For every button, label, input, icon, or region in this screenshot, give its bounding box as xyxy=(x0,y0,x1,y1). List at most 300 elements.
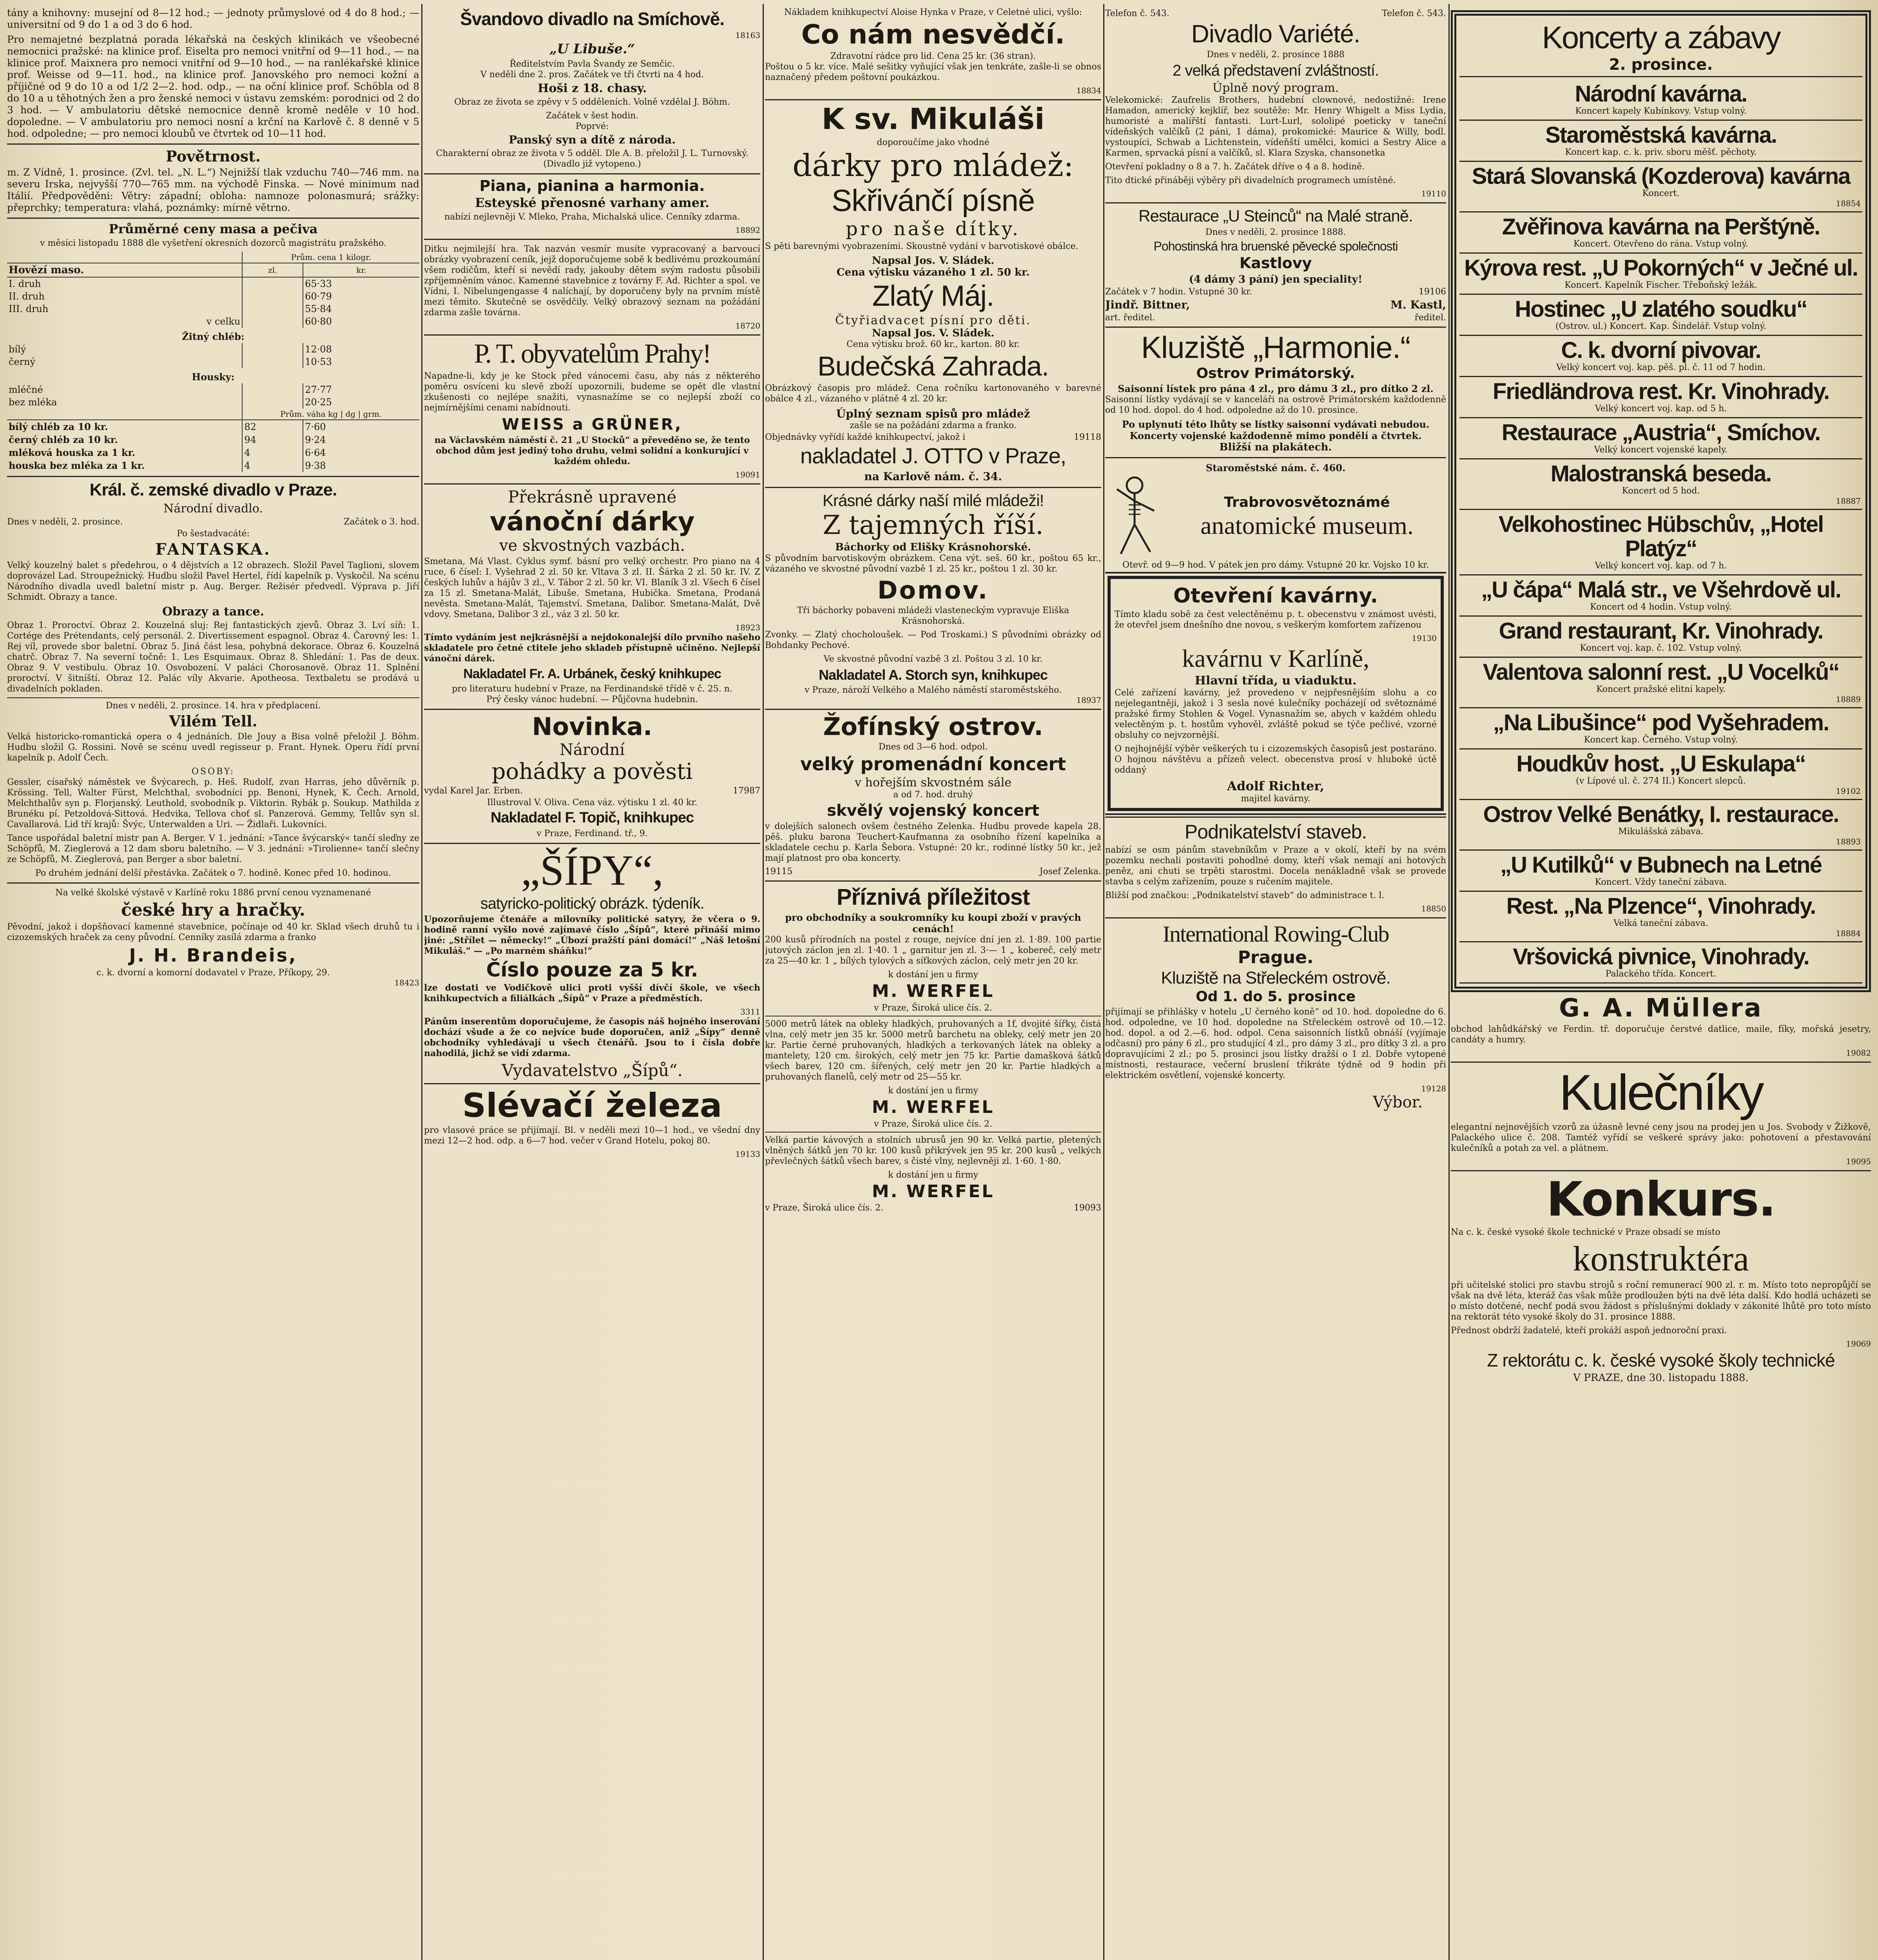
gifts-title: dárky pro mládež: xyxy=(792,148,1074,184)
zofin-heading: Žofínský ostrov. xyxy=(823,712,1043,741)
concert-venue: Rest. „Na Plzence“, Vinohrady. xyxy=(1506,893,1816,919)
domov-title: Domov. xyxy=(877,575,989,604)
sipy-sub: satyricko-politický obrázk. týdeník. xyxy=(480,895,704,913)
museum-pre: Trabrovosvětoznámé xyxy=(1224,494,1390,510)
ad-number: 18854 xyxy=(1836,199,1861,208)
author-sladek-2: Napsal Jos. V. Sládek. xyxy=(872,327,995,339)
ad-number: 19093 xyxy=(1074,1203,1101,1213)
construction-heading: Podnikatelství staveb. xyxy=(1184,821,1367,843)
concert-venue: Houdkův host. „U Eskulapa“ xyxy=(1516,751,1805,777)
skrivanci-title: Skřivánčí písně xyxy=(831,183,1035,218)
24-songs: Čtyřiadvacet písní pro děti. xyxy=(835,313,1031,327)
svanda-first: Poprvé: xyxy=(575,122,609,132)
concert-detail: Koncert voj. kap. č. 102. Vstup volný. xyxy=(1580,643,1742,653)
muller-text: obchod lahůdkářský ve Ferdin. tř. doporučuje čerstvé datlice, maile, fíky, mořská jesetry, candáty a humry. xyxy=(1451,1024,1871,1045)
concert-item xyxy=(1459,851,1862,892)
strelecky-rink: Kluziště na Střeleckém ostrově. xyxy=(1161,968,1390,987)
concert-venue: Velkohostinec Hübschův, „Hotel Platýz“ xyxy=(1498,512,1824,561)
svanda-heading: Švandovo divadlo na Smíchově. xyxy=(460,9,724,29)
concert-item xyxy=(1459,892,1862,942)
variete-shows: 2 velká představení zvláštností. xyxy=(1172,62,1379,80)
brandeis-name: J. H. Brandeis, xyxy=(129,945,297,966)
military-concert: skvělý vojenský koncert xyxy=(827,801,1039,820)
skrivanci-text: S pěti barevnými vyobrazeními. Skoustně vydání v barvotiskové obálce. xyxy=(765,241,1079,252)
bittner-role: art. ředitel. xyxy=(1105,312,1155,323)
opportunity-text: 200 kusů přírodních na postel z rouge, nejvíce dní jen zl. 1·89. 100 partie jutových záclon jen zl. 1·40. 1 „ garnitur jen zl. 3·— 1 „ kobereč, celý metr za 25—40 kr. 1 „ bílých tylových a síťkových záclon, celý metr jen 20 kr. xyxy=(765,935,1101,966)
concert-list xyxy=(1459,80,1862,984)
concert-detail: Velký koncert voj. kap. od 7 h. xyxy=(1595,561,1727,571)
svanda-libuse: „U Libuše.“ xyxy=(549,41,635,57)
billiards-heading: Kulečníky xyxy=(1559,1065,1763,1121)
ad-number: 19106 xyxy=(1419,287,1446,297)
ad-number: 19110 xyxy=(1421,189,1446,199)
price-1: Cena výtisku vázaného 1 zl. 50 kr. xyxy=(836,267,1030,279)
budecska-title: Budečská Zahrada. xyxy=(817,350,1049,381)
column-2 xyxy=(424,7,760,1960)
cafe-text-2: Celé zařízení kavárny, jež provedeno v nejpřesnějším slohu a co nejelegantněji, jakož i 3 sesla nové kulečníky pocházejí od světoznámé pražské firmy Stohlen & Vogel. Vynasnažím se, abych v každém ohledu velectěným p. t. hostům vyhověl, zvláště pokud se týče pečlivé, vzorné obsluhy co nejvzornější. xyxy=(1115,688,1437,740)
dances-text: Tance uspořádal baletní mistr pan A. Berger. V 1. jednání: »Tance švýcarský« tančí sleďny ze Schöpfů, M. Zieglerová a 12 dam sboru baletního. — V 3. jednání: »Tirolienne« tančí slečny ze Schöpfů, M. Zieglerová, pan Berger a sbor baletní. xyxy=(7,833,419,865)
concert-item xyxy=(1459,510,1862,575)
table-row: bez mléka 20·25 xyxy=(7,396,419,408)
rowing-prague: Prague. xyxy=(1238,947,1314,967)
harmonie-heading: Kluziště „Harmonie.“ xyxy=(1141,330,1410,365)
ad-number: 18893 xyxy=(1836,837,1861,846)
toys-title: české hry a hračky. xyxy=(121,900,306,920)
opera-title: Vilém Tell. xyxy=(169,712,257,730)
table-row: bílý 12·08 xyxy=(7,343,419,356)
co-nam-title: Co nám nesvědčí. xyxy=(801,19,1065,50)
rolls-heading: Housky: xyxy=(192,371,235,383)
ad-number: 18850 xyxy=(1421,904,1446,913)
posters: Bližší na plakátech. xyxy=(1219,441,1332,454)
telephone: Telefon č. 543. xyxy=(1382,9,1446,18)
issue-price: Číslo pouze za 5 kr. xyxy=(486,958,698,982)
concert-item xyxy=(1459,377,1862,418)
novelty-heading: Novinka. xyxy=(532,712,653,741)
prague-residents-heading: P. T. obyvatelům Prahy! xyxy=(474,339,711,369)
ad-number: 18923 xyxy=(735,623,760,633)
concert-item xyxy=(1459,295,1862,336)
ad-number: 19133 xyxy=(735,1149,760,1159)
concert-detail: Koncert. xyxy=(1642,189,1680,198)
prices-heading: Průměrné ceny masa a pečiva xyxy=(109,221,318,236)
konkurs-text-3: Přednost obdrží žadatelé, kteří prokáží aspoň jednoroční praxi. xyxy=(1451,1326,1727,1336)
concert-detail: Koncert. Otevřeno do rána. Vstup volný. xyxy=(1573,239,1749,249)
season-ticket-text: Saisonní lístky vydávají se v kanceláři na ostrově Primátorském každodenně od 10 hod. dopol. do 4 hod. odpoledne až do 10. prosince. xyxy=(1105,395,1446,416)
table-row: I. druh 65·33 xyxy=(7,277,419,290)
concert-item xyxy=(1459,212,1862,254)
domov-text3: Ve skvostné původní vazbě 3 zl. Poštou 3 zl. 10 kr. xyxy=(823,654,1043,664)
ad-number: 3311 xyxy=(740,1007,760,1016)
available-at: k dostání jen u firmy xyxy=(888,1170,978,1180)
ad-number: 18884 xyxy=(1836,929,1861,938)
concert-detail: Palackého třída. Koncert. xyxy=(1605,969,1717,979)
rectorate-date: V PRAZE, dne 30. listopadu 1888. xyxy=(1573,1372,1749,1384)
cafe-text: Tímto kladu sobě za čest velectěnému p. t. obecenstvu v známost uvésti, že otevřel jsem dnešního dne novou, s veškerým komfortem zařízenou xyxy=(1115,610,1437,630)
column-rule xyxy=(1103,4,1104,1960)
recommend: doporoučíme jako vhodné xyxy=(877,138,990,148)
toys-text: Pěvodní, jakož i dopšňovací kamenné stavebnice, počínaje od 40 kr. Sklad všech druhů tu i cizozemských hraček za ceny původní. Cenníky zasílá zdarma a franko xyxy=(7,922,419,943)
sipy-title: „ŠÍPY“, xyxy=(521,846,663,894)
theatre-start: Začátek o 3. hod. xyxy=(344,517,419,527)
weiss-text: na Václavském náměstí č. 21 „U Stocků“ a převeděno se, že tento obchod dům jest jediný toho druhu, velmi solidní a konkurující v každém ohledu. xyxy=(434,435,750,466)
xmas-gifts: vánoční dárky xyxy=(489,506,695,537)
for-children: pro naše dítky. xyxy=(845,218,1021,240)
ad-number: 19095 xyxy=(1846,1156,1871,1166)
svanda-start: Začátek v šest hodin. xyxy=(546,111,639,121)
ad-number: 18937 xyxy=(1076,695,1101,705)
concert-detail: Velká taneční zábava. xyxy=(1613,918,1708,928)
zlaty-maj: Zlatý Máj. xyxy=(872,279,994,312)
ad-number: 19130 xyxy=(1412,633,1437,643)
kastl-start: Začátek v 7 hodin. Vstupné 30 kr. xyxy=(1105,287,1252,297)
concert-venue: Hostinec „U zlatého soudku“ xyxy=(1515,296,1807,322)
concert-venue: Valentova salonní rest. „U Vocelků“ xyxy=(1483,659,1839,685)
play-text: Velký kouzelný balet s předehrou, o 4 dějstvích a 12 obrazech. Složil Pavel Taglioni, slovem doprovázel Lad. Stroupežnický. Hudbu složil Pavel Hertel, řídí kapelník p. Vyskočil. Na scénu Národního divadla uvedl baletní mistr p. Aug. Berger. Režisér předvedl. Výprava p. Jiří Schmidt. Obrazy a tance. xyxy=(7,560,419,602)
meat-heading: Hovězí maso. xyxy=(7,263,242,277)
topic-name: Nakladatel F. Topič, knihkupec xyxy=(490,809,694,826)
prices-subtitle: v měsíci listopadu 1888 dle vyšetření okresních dozorců magistrátu pražského. xyxy=(40,238,386,249)
sipy-text: Upozorňujeme čtenáře a milovníky politické satyry, že včera o 9. hodině ranní vyšlo nové zajímavé číslo „Šípů“, které přináší mimo jiné: „Střílet — německy!“ „Úbozí pražští páni domácí!“ „Náš letošní Mikuláš.“ — „Po marném sháňku!“ xyxy=(424,914,760,956)
hynek-note: Nákladem knihkupectví Aloise Hynka v Praze, v Celetné ulici, vyšlo: xyxy=(784,7,1082,17)
concert-item xyxy=(1459,942,1862,984)
konstrukter: konstruktéra xyxy=(1573,1239,1749,1278)
otto-address: na Karlově nám. č. 34. xyxy=(864,470,1002,483)
concert-detail: Velký koncert voj. kap. pěš. pl. č. 11 od 7 hodin. xyxy=(1556,363,1766,372)
iron-heading: Slévačí železa xyxy=(462,1086,722,1125)
concert-venue: Malostranská beseda. xyxy=(1550,461,1771,486)
concert-item xyxy=(1459,459,1862,510)
opportunity-heading: Příznivá příležitost xyxy=(836,884,1030,910)
ad-number: 19091 xyxy=(735,470,760,479)
concert-detail: Koncert pražské elitní kapely. xyxy=(1596,684,1726,694)
concert-venue: C. k. dvorní pivovar. xyxy=(1561,338,1761,363)
concert-detail: Koncert kap. c. k. priv. sboru měšť. pěchoty. xyxy=(1565,147,1757,157)
concert-item xyxy=(1459,575,1862,617)
column-1 xyxy=(7,7,419,1960)
column-5 xyxy=(1451,7,1871,1960)
column-rule xyxy=(763,4,764,1960)
concert-item xyxy=(1459,800,1862,851)
bread-heading: Žitný chléb: xyxy=(182,331,245,343)
author-sladek: Napsal Jos. V. Sládek. xyxy=(872,255,995,267)
unit-zl: zl. xyxy=(242,263,303,277)
concert-venue: Vršovická pivnice, Vinohrady. xyxy=(1513,944,1809,969)
topic-address: v Praze, Ferdinand. tř., 9. xyxy=(537,828,648,838)
guest-performance: Pohostinská hra bruenské pěvecké společnosti xyxy=(1153,239,1398,254)
brandeis-address: c. k. dvorní a komorní dodavatel v Praze, Příkopy, 29. xyxy=(96,967,330,978)
zofin-hall: v hořejším skvostném sále xyxy=(855,775,1012,789)
konkurs-text-2: při učitelské stolici pro stavbu strojů s roční remunerací 900 zl. r. m. Místo toto nepropůjčí se však na dvě léta, kteráž čas však může prodloužen býti na dvě léta další. Kdo hodlá ucházeti se o místo dotčené, nechť podá svou žádost s příslušnými doklady v zákonité lhůtě pro toto místo na rektorát této vysoké školy do 31. prosince 1888. xyxy=(1451,1280,1871,1322)
rectorate: Z rektorátu c. k. české vysoké školy technické xyxy=(1487,1350,1835,1371)
table-row: mléková houska za 1 kr. 4 6·64 xyxy=(7,446,419,459)
concert-detail: Koncert. Vždy taneční zábava. xyxy=(1595,877,1727,887)
concert-venue: „U čápa“ Malá str., ve Všehrdově ul. xyxy=(1481,577,1841,603)
zofin-date: Dnes od 3—6 hod. odpol. xyxy=(878,742,988,752)
urbanek-address: pro literaturu hudební v Praze, na Ferdinandské třídě v č. 25. n. xyxy=(452,684,732,694)
column-3 xyxy=(765,7,1101,1960)
ad-number: 18887 xyxy=(1836,496,1861,506)
svanda-director: Ředitelstvím Pavla Švandy ze Semčic. xyxy=(509,59,675,69)
urbanek-note: Prý česky vánoc hudební. — Půjčovna hudebnin. xyxy=(486,694,698,704)
play-hosi: Hoši z 18. chasy. xyxy=(537,81,647,95)
fairy-tales: pohádky a pověsti xyxy=(491,759,693,785)
concert-item xyxy=(1459,418,1862,459)
concert-detail: Koncert kapely Kubínkovy. Vstup volný. xyxy=(1575,106,1747,116)
table-row: mléčné 27·77 xyxy=(7,383,419,396)
cafe-opening: Otevření kavárny. xyxy=(1173,584,1378,608)
museum-hours: Otevř. od 9—9 hod. V pátek jen pro dámy. Vstupné 20 kr. Vojsko 10 kr. xyxy=(1122,560,1429,570)
meat-price-table xyxy=(7,252,419,472)
catalogue-text: zašle se na požádání zdarma a franko. xyxy=(850,421,1017,431)
concert-venue: Zvěřinova kavárna na Perštýně. xyxy=(1502,214,1820,240)
concert-venue: „Na Libušince“ pod Vyšehradem. xyxy=(1493,710,1829,735)
otto-publisher: nakladatel J. OTTO v Praze, xyxy=(800,443,1066,468)
concert-item xyxy=(1459,708,1862,750)
concert-detail: Koncert od 5 hod. xyxy=(1622,486,1700,496)
concert-detail: (Ostrov. ul.) Koncert. Kap. Šindelář. Vstup volný. xyxy=(1555,321,1766,331)
play-title: FANTASKA. xyxy=(155,540,271,559)
sipy-publisher: Vydavatelstvo „Šípů“. xyxy=(502,1060,683,1080)
ad-number: 18892 xyxy=(735,225,760,235)
column-4 xyxy=(1105,7,1446,1960)
concert-venue: Restaurace „Austria“, Smíchov. xyxy=(1501,420,1820,445)
concert-item xyxy=(1459,336,1862,377)
ad-number: 19082 xyxy=(1846,1048,1871,1058)
concert-venue: Kýrova rest. „U Pokorných“ v Ječné ul. xyxy=(1464,255,1858,281)
obrazy-list: Obraz 1. Proroctví. Obraz 2. Kouzelná sluj: Rej fantastických zjevů. Obraz 3. Lví síň: 1. Cortége des Prétendants, celý personál. 2. Divertissement espagnol. Obraz 4. Čarovný les: 1. Rej víl, provede sbor baletní. Obraz 5. Jiná část lesa, pohybná dekorace. Obraz 6. Kouzelná chatrč. Obraz 7. Na severní točně: 1. Les Esquimaux. Obraz 8. Shledání: 1. Pas de deux. Obraz 9. V vestibulu. Obraz 10. Osvobození. V paláci Chorosanově. Obraz 11. Splnění proroctví. V šitníští. Obraz 12. Palác víly Akvarie. Apotheosa. Textbaletu se prodává u divadelních pokladen. xyxy=(7,621,419,694)
theatre-performance: Po šestadvacáté: xyxy=(176,528,250,539)
table-row: III. druh 55·84 xyxy=(7,303,419,315)
smetana-note: Tímto vydáním jest nejkrásnější a nejdokonalejší dílo prvního našeho skladatele pro četné ctitele jeho skladeb přístupně učiněno. Nejlepší vánoční dárek. xyxy=(424,632,760,664)
steinc-heading: Restaurace „U Steinců“ na Malé straně. xyxy=(1138,207,1413,225)
concert-detail: Velký koncert vojenské kapely. xyxy=(1594,445,1728,455)
season-deadline: Po uplynutí této lhůty se lístky saisonní vydávati nebudou. xyxy=(1122,419,1430,430)
zofin-second: a od 7. hod. druhý xyxy=(893,789,973,800)
table-row: černý chléb za 10 kr. 94 9·24 xyxy=(7,433,419,446)
ad-number: 19118 xyxy=(1074,432,1101,443)
play-pansky: Panský syn a dítě z národa. xyxy=(509,133,676,147)
rink-dates: Od 1. do 5. prosince xyxy=(1196,989,1356,1005)
toy-text: Ditku nejmilejší hra. Tak nazván vesmír musíte vypracovaný a barvoucí obrázky vyobrazení ceník, jejž doporučujeme sobě k bedlivému prozkoumání všem rodičům, kteří si nevědí rady, jakouby dětem svým radostu působili zpříjemněním vánoc. Kamenné stavebnice z továrny F. Ad. Richter a spol. ve Vídni, I. Nibelungengasse 4 nalíchají, by doporučeny byly na prvním místě mezi těmito. Skutečně se osvědčily. Velký obrazový seznam na požádání zdarma zašle továrna. xyxy=(424,244,760,318)
muller-name: G. A. Müllera xyxy=(1559,994,1763,1023)
erben-author: vydal Karel Jar. Erben. xyxy=(424,786,523,796)
table-row: bílý chléb za 10 kr. 82 7·60 xyxy=(7,420,419,433)
novelty-sub: Národní xyxy=(559,741,625,759)
cast-list: Gessler, císařský náměstek ve Švýcarech, p. Heš. Rudolf, zvan Harras, jeho důvěrník p. Krössing. Tell, Walter Fürst, Melchthal, svobodníci pp. Benoni, Hynek, K. Čech. Arnold, Melchthalův syn p. Florjanský. Leuthold, svobodník p. Viktorin. Rybák p. Soukup. Mathilda z Brunéku pí. Petzoldová-Sittová. Hedvika, Tellova choť sl. Panzerová. Gemmy, Tellův syn sl. Cavallarová. Lid tří krajů: Švýc, Unterwalden a Uri. — Židlaři. Lukovníci. xyxy=(7,777,419,830)
cafe-street: Hlavní třída, u viaduktu. xyxy=(1195,674,1357,688)
storch-name: Nakladatel A. Storch syn, knihkupec xyxy=(819,666,1048,683)
construction-text-2: Bližší pod značkou: „Podnikatelství staveb“ do administrace t. l. xyxy=(1105,890,1385,900)
concerts-frame xyxy=(1451,10,1871,992)
werfel-name: M. WERFEL xyxy=(872,1181,995,1202)
concert-venue: Stará Slovanská (Kozderova) kavárna xyxy=(1472,163,1850,189)
promenade-concert: velký promenádní koncert xyxy=(800,753,1066,775)
concert-venue: Grand restaurant, Kr. Vinohrady. xyxy=(1499,618,1823,644)
weather-heading: Povětrnost. xyxy=(166,147,261,165)
concert-detail: Koncert od 4 hodin. Vstup volný. xyxy=(1590,602,1732,612)
issue-text: lze dostati ve Vodičkově ulici proti vyšší dívčí škole, ve všech knihkupectvích a filiálkách „Šípů“ v Praze a předměstích. xyxy=(424,982,760,1004)
table-row: černý 10·53 xyxy=(7,356,419,368)
price-header: Prům. cena 1 kilogr. xyxy=(242,252,419,263)
construction-text: nabízí se osm pánům stavebníkům v Praze a v okolí, kteří by na svém pozemku nechali postaviti pohodlné domy, kteří však nemají ani hotových peněz, ani chuti se trpěti starostmi. Docela nenákladně však se provede stavba s celým zařízením, pouze s ručením majitele. xyxy=(1105,845,1446,887)
orders: Objednávky vyřídí každé knihkupectví, jakož i xyxy=(765,432,966,443)
ad-number: 17987 xyxy=(733,786,760,796)
tajemny-text: S původním barvotiskovým obrázkem. Cena výt. seš. 60 kr., poštou 65 kr., vázaného ve skvostné původní vazbě 1 zl. 25 kr., poštou 1 zl. 30 kr. xyxy=(765,553,1101,574)
ad-number: 19128 xyxy=(1421,1083,1446,1093)
concert-item xyxy=(1459,80,1862,121)
concert-item xyxy=(1459,750,1862,800)
end-time: Po druhém jednání delší přestávka. Začátek o 7. hodině. Konec před 10. hodinou. xyxy=(35,868,391,878)
storch-address: v Praze, nároží Velkého a Malého náměstí staroměstského. xyxy=(804,685,1062,695)
konkurs-text: Na c. k. české vysoké škole technické v Praze obsadí se místo xyxy=(1451,1227,1720,1237)
obrazy-heading: Obrazy a tance. xyxy=(162,604,265,619)
svanda-date: V neděli dne 2. pros. Začátek ve tři čtvrti na 4 hod. xyxy=(480,69,704,80)
piano-text: nabízí nejlevněji V. Mleko, Praha, Michalská ulice. Cenníky zdarma. xyxy=(444,212,740,222)
tajemny-title: Z tajemných říší. xyxy=(823,510,1044,541)
kastl-role: ředitel. xyxy=(1414,312,1446,323)
concert-venue: Ostrov Velké Benátky, I. restaurace. xyxy=(1483,802,1839,827)
budecska-text: Obrázkový časopis pro mládež. Cena ročníku kartonovaného v barevné obálce 4 zl., vázaného v plátně 4 zl. 20 kr. xyxy=(765,383,1101,404)
cafe-frame xyxy=(1108,576,1444,811)
weiss-gruner: WEISS a GRÜNER, xyxy=(502,415,683,434)
concert-detail: (v Lípové ul. č. 274 II.) Koncert slepců. xyxy=(1576,776,1746,786)
domov-text: Tři báchorky pobaveni mládeži vlasteneckým vypravuje Eliška Krásnohorská. xyxy=(797,605,1070,626)
urbanek-name: Nakladatel Fr. A. Urbánek, český knihkupec xyxy=(463,666,721,682)
konkurs-heading: Konkurs. xyxy=(1546,1172,1776,1227)
richter-role: majitel kavárny. xyxy=(1241,794,1311,804)
piano-sub: Esteyské přenosné varhany amer. xyxy=(475,195,709,210)
kastl-sub: (4 dámy 3 pání) jen speciality! xyxy=(1189,273,1363,285)
catalogue: Úplný seznam spisů pro mládež xyxy=(836,407,1030,421)
cafe-text-3: O nejhojnější výběr veškerých tu i cizozemských časopisů jest postaráno. O hojnou návštěvu a přízeň velect. obecenstva prosí v hluboké úctě oddaný xyxy=(1115,744,1437,775)
variete-text2: Otevření pokladny o 8 a 7. h. Začátek dříve o 4 a 8. hodině. xyxy=(1105,162,1365,172)
domov-text2: Zvonky. — Zlatý chocholoušek. — Pod Troskami.) S původními obrázky od Bohdanky Pechové. xyxy=(765,630,1101,650)
opera-text: Velká historicko-romantická opera o 4 jednáních. Dle Jouy a Bisa volně přeložil J. Böhm. Hudbu složil G. Rossini. Nově se scénu uvedl regisseur p. Frant. Hynek. Operu řídí první kapelník p. Adolf Čech. xyxy=(7,732,419,763)
concert-venue: Staroměstská kavárna. xyxy=(1545,122,1776,148)
kastl: M. Kastl, xyxy=(1390,298,1446,311)
ad-number: 18889 xyxy=(1836,695,1861,704)
co-nam-text2: Poštou o 5 kr. více. Malé sešitky vyňující však jen tenkráte, zašle-li se obnos naznačený předem poštovní poukázkou. xyxy=(765,62,1101,83)
concert-venue: Národní kavárna. xyxy=(1575,81,1747,107)
weight-header: Prům. váha kg | dg | grm. xyxy=(242,408,419,420)
prague-residents-text: Napadne-li, kdy je ke Stock před vánocemi času, aby nás z některého poměru osvíceni ku slevě zboží upozornili, budeme se opět dle vlastní zkušenosti co nejlépe snažiti, vynasnažíme se co nejlepší zboží co nejmírnějšími cenami nabídnouti. xyxy=(424,371,760,413)
unit-kr: kr. xyxy=(303,263,419,277)
museum-address: Staroměstské nám. č. 460. xyxy=(1205,462,1346,474)
table-row: v celku 60·80 xyxy=(7,315,419,328)
concert-item xyxy=(1459,658,1862,708)
werfel-address: v Praze, Široká ulice čís. 2. xyxy=(874,1003,992,1013)
cast-heading: OSOBY: xyxy=(191,767,235,777)
committee: Výbor. xyxy=(1373,1093,1423,1111)
concert-item xyxy=(1459,254,1862,295)
theatre-heading: Král. č. zemské divadlo v Praze. xyxy=(89,480,337,500)
concert-item xyxy=(1459,162,1862,212)
anatomic-museum: anatomické museum. xyxy=(1200,511,1414,539)
concert-venue: „U Kutilků“ v Bubnech na Letné xyxy=(1500,852,1822,878)
billiards-text: elegantní nejnovějších vzorů za úžasně levné ceny jsou na prodej jen u Jos. Svobody v Žižkově, Palackého ulice č. 208. Tamtéž vyřídí se veškeré správy jako: pohotovení a přestavování kulečníků a potah za vel. a plátnem. xyxy=(1451,1122,1871,1153)
ad-number: 18423 xyxy=(394,978,419,987)
zofin-sign: Josef Zelenka. xyxy=(1039,866,1101,877)
piano-heading: Piana, pianina a harmonia. xyxy=(479,177,705,194)
concert-detail: Velký koncert voj. kap. od 5 h. xyxy=(1595,404,1727,414)
table-row: II. druh 60·79 xyxy=(7,290,419,303)
tajemny-author: Báchorky od Elišky Krásnohorské. xyxy=(835,541,1031,553)
ad-number: 19069 xyxy=(1846,1339,1871,1349)
co-nam-text: Zdravotní rádce pro lid. Cena 25 kr. (36 stran). xyxy=(830,51,1036,62)
primator-island: Ostrov Primátorský. xyxy=(1196,365,1355,381)
concert-detail: Mikulášská zábava. xyxy=(1618,827,1704,837)
rowing-club: International Rowing-Club xyxy=(1162,921,1389,947)
weather-text: m. Z Vídně, 1. prosince. (Zvl. tel. „N. L.“) Nejnižší tlak vzduchu 740—746 mm. na severu Irska, nejvyšší 770—765 mm. na východě Finska. — Nové minimum nad Itálií. Předpověděni: Větry: západní; obloha: namnoze polonasmurá; srážky: přeprchky; temperatura: vlahá, poznámky: mírně větrno. xyxy=(7,166,419,213)
play-hosi-text: Obraz ze života se zpěvy v 5 odděleních. Volně vzdělal J. Böhm. xyxy=(454,97,730,107)
concert-item xyxy=(1459,617,1862,658)
variete-program: Úplně nový program. xyxy=(1212,81,1339,95)
zofin-text: v dolejších salonech ovšem čestného Zelenka. Hudbu provede kapela 28. pěš. pluku barona Teuchert-Kaufmanna za osobního řízení kapelníka a skladatele cechu p. Karla Šebora. Vstupné: 20 kr., rodinné lístky 50 kr., jež mají platnost pro oba koncerty. xyxy=(765,821,1101,863)
opportunity-text-2: 5000 metrů látek na obleky hladkých, pruhovaných a 1f, dvojité šířky, čistá vlna, celý metr jen 35 kr. 5000 metrů barchetu na obleky, celý metr jen 20 kr. Partie černé pruhovaných, hladkých a terkovaných látek na obleky a mantelety, 120 cm. širokých, celý metr jen 75 kr. Partie damašková šátků všech barev, 120 cm. šířených, celý metr jen 20 kr. Partie hladkých a pruhovaných flanelů, celý metr od 25—55 kr. xyxy=(765,1019,1101,1082)
mikulas-heading: K sv. Mikuláši xyxy=(821,102,1045,136)
richter-name: Adolf Richter, xyxy=(1227,779,1324,794)
ad-number: 19115 xyxy=(765,866,792,877)
exhibition-text: Na velké školské výstavě v Karlíně roku 1886 první cenou vyznamenané xyxy=(55,888,371,898)
opera-date: Dnes v neděli, 2. prosince. 14. hra v předplacení. xyxy=(105,701,321,711)
concert-detail: Koncert. Kapelník Fischer. Třeboňský ležák. xyxy=(1564,280,1757,290)
opportunity-sub: pro obchodníky a soukromníky ku koupi zboží v pravých cenách! xyxy=(785,911,1081,935)
opportunity-text-3: Velká partie kávových a stolních ubrusů jen 90 kr. Velká partie, pletených vlněných šátků jen 70 kr. 100 kusů přikrývek jen 95 kr. 200 kusů „ velkých převlečných šátků všech barev, s čisté vlny, nejlevněji zl. 1·60. 1·80. xyxy=(765,1135,1101,1167)
theatre-subtitle: Národní divadlo. xyxy=(163,501,263,515)
advertisers-text: Pánům inserentům doporučujeme, že časopis náš hojného inserování dochází všude a že co nejvíce bude doporučen, aniž „Šípy“ denně obchodníky vyhledávají u všech čtenářů. Jsou to i čísla dobře nahodilá, jichž se vidí zdarma. xyxy=(424,1016,760,1058)
ad-number: 18163 xyxy=(735,31,760,40)
illustrated: Illustroval V. Oliva. Cena váz. výtisku 1 zl. 40 kr. xyxy=(487,797,698,808)
variete-text: Velekomické: Zaufrelis Brothers, hudební clownové, nedostižné: Irene Hamadon, americký kejklíř, bez soutěže: Mr. Henry Whigelt a Miss Lydia, humoristé a malířští fantasti. Lurt-Lurl, sololipé poeticky v taneční vídeňských valčíků (2 páni, 1 dáma), prokomické: Maurice & Willy, bodl. vystoupíci, Schwab a Lichtenstein, vídeňští umělci, komici a Sestry Alice a Karmen, sprvacká písní a valčíků, sl. Klara Szyska, chansonetka xyxy=(1105,95,1446,158)
season-ticket: Saisonní lístek pro pána 4 zl., pro dámu 3 zl., pro dítko 2 zl. xyxy=(1118,383,1434,395)
werfel-name: M. WERFEL xyxy=(872,981,995,1001)
column-rule xyxy=(421,4,422,1960)
variete-date: Dnes v neděli, 2. prosince 1888 xyxy=(1207,50,1345,60)
concert-item xyxy=(1459,121,1862,162)
bittner: Jindř. Bittner, xyxy=(1105,298,1190,311)
skeleton-icon xyxy=(1105,474,1164,560)
concert-detail: Koncert kap. Černého. Vstup volný. xyxy=(1584,735,1738,745)
werfel-name: M. WERFEL xyxy=(872,1097,995,1117)
nice-gifts: Krásné dárky naší milé mládeži! xyxy=(822,491,1044,510)
cafe-karlin: kavárnu v Karlíně, xyxy=(1182,644,1370,673)
ad-number: 19102 xyxy=(1836,786,1861,796)
table-row: houska bez mléka za 1 kr. 4 9·38 xyxy=(7,459,419,472)
play-pansky-text: Charakterní obraz ze života v 5 odděl. Dle A. B. přeložil J. L. Turnovský. (Divadlo již vytopeno.) xyxy=(436,148,749,169)
concerts-date: 2. prosince. xyxy=(1459,56,1862,77)
werfel-address: v Praze, Široká ulice čís. 2. xyxy=(765,1203,883,1213)
ad-number: 18834 xyxy=(1076,86,1101,96)
iron-text: pro vlasové práce se přijímají. Bl. v neděli mezi 10—1 hod., ve všední dny mezi 12—2 hod. odp. a 6—7 hod. večer v Grand Hotelu, pokoj 80. xyxy=(424,1125,760,1146)
ad-number: 18720 xyxy=(735,321,760,331)
rink-text: přijímají se přihlášky v hotelu „U černého koně“ od 10. hod. dopoledne do 6. hod. odpoledne, ve 10 hod. dopoledne na Střeleckém ostrově od 10.—12. hod. dopol. a od 2.—6. hod. odpol. Cena saisonních lístků obnáší (vyjímaje odčasní) pro pány 6 zl., pro studující 4 zl., pro dámy 3 zl., pro dítky 3 zl. a pro dopravujícími 2 zl.; po 5. prosinci jsou lístky dražší o 1 zl. Dobře vytopené místnosti, restaurace, večerní bruslení třikráte týdně od 9 hodin při elektrickém osvětlení, vojenské koncerty. xyxy=(1105,1007,1446,1080)
free-medical-advice: Pro nemajetné bezplatná porada lékařská na českých klinikách ve všeobecné nemocnici pražské: na klinice prof. Eiselta pro nemoci vnitřní od 9—11 hod., — na klinice prof. Maixnera pro nemoci vnitřní od 9—10 hod., — na ranlékařské klinice prof. Weisse od 9—11. hod., na klinice prof. Janovského pro nemoci kožní a příjičné od 9 do 10 a od 1/2 2—2. hod. odp., — na oční klinice prof. Schöbla od 8 do 10 a u těhotných žen a pro ženské nemoci v ústavu zemském: porodnici od 2 do 3 hod. — V ambulatoriu dětské nemocnice denně kromě neděle v 10 hod. dopoledne. — V ambulatoriu pro nemoci nosní a krční na Karlově č. 8 denně v 5 hod. odpoledne; — pro nemoci kloubů ve čtvrtek od 10—11 hod. xyxy=(7,34,419,139)
werfel-address: v Praze, Široká ulice čís. 2. xyxy=(874,1119,992,1129)
available-at: k dostání jen u firmy xyxy=(888,1085,978,1096)
variete-heading: Divadlo Variété. xyxy=(1191,20,1360,48)
telephone: Telefon č. 543. xyxy=(1105,9,1169,18)
xmas-bindings: ve skvostných vazbách. xyxy=(499,537,685,555)
military-concerts: Koncerty vojenské každodenně mimo pondělí a čtvrtek. xyxy=(1129,430,1422,442)
price-2: Cena výtisku brož. 60 kr., karton. 80 kr. xyxy=(846,339,1020,349)
library-hours: tány a knihovny: musejní od 8—12 hod.; — jednoty průmyslové od 4 do 8 hod.; — universitní od 9 do 1 a od 3 do 6 hod. xyxy=(7,7,419,30)
variete-text3: Tito dtické přináběji výběry při divadelních programech umístěné. xyxy=(1105,176,1396,186)
concert-venue: Friedländrova rest. Kr. Vinohrady. xyxy=(1492,379,1829,404)
xmas-pre: Překrásně upravené xyxy=(508,487,677,506)
kastl-troupe: Kastlovy xyxy=(1239,254,1312,272)
available-at: k dostání jen u firmy xyxy=(888,969,978,980)
